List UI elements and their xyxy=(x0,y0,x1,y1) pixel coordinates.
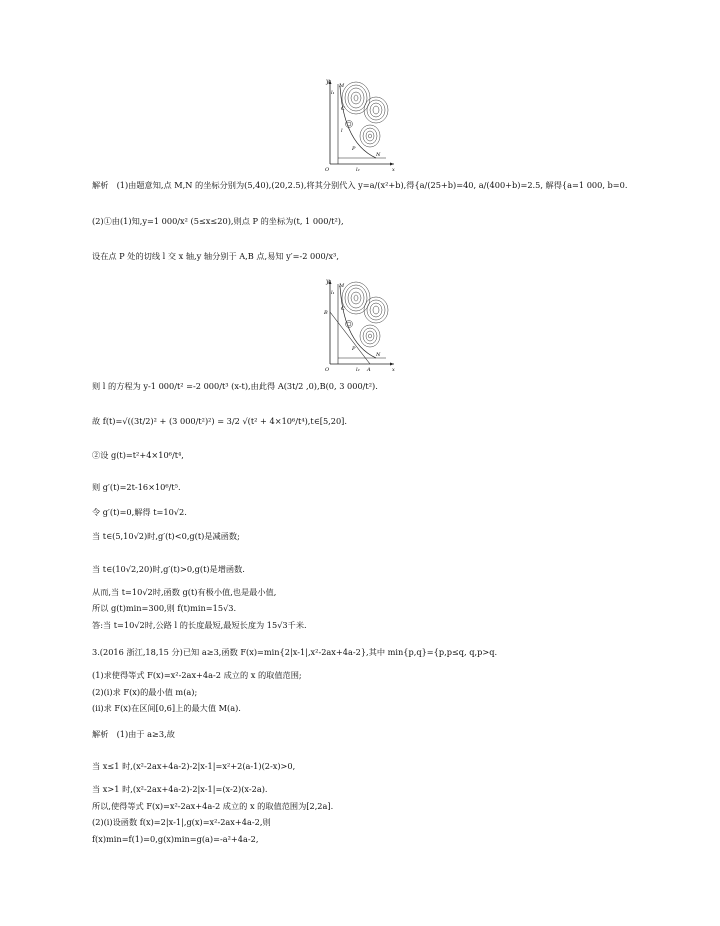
text-line: ②设 g(t)=t²+4×10⁶/t⁴, xyxy=(92,450,184,460)
fig1-label-y: y xyxy=(326,78,330,85)
fig1-label-O: O xyxy=(325,167,330,172)
problem-3-statement: 3.(2016 浙江,18,15 分)已知 a≥3,函数 F(x)=min{2|x-1|,x²-2ax+4a-2},其中 min{p,q}={p,p≤q, q,p>q. xyxy=(92,647,498,657)
solution-3-heading: 解析 (1)由于 a≥3,故 xyxy=(92,729,175,739)
text-line: 所以,使得等式 F(x)=x²-2ax+4a-2 成立的 x 的取值范围为[2,2a]. xyxy=(92,801,334,811)
text-line: f(x)min=f(1)=0,g(x)min=g(a)=-a²+4a-2, xyxy=(92,834,259,844)
fig2-label-x: x xyxy=(392,367,395,372)
fig2-label-O: O xyxy=(325,367,330,372)
text-line: 从而,当 t=10√2时,函数 g(t)有极小值,也是最小值, xyxy=(92,587,277,597)
text-line: 当 x≤1 时,(x²-2ax+4a-2)-2|x-1|=x²+2(a-1)(2-x)>0, xyxy=(92,761,296,771)
figure-1-road-contour-diagram xyxy=(320,76,400,172)
text-line: 令 g′(t)=0,解得 t=10√2. xyxy=(92,507,187,517)
text-line: (2)①由(1)知,y=1 000/x² (5≤x≤20),则点 P 的坐标为(t, 1 000/t²), xyxy=(92,216,344,226)
text-line: 答:当 t=10√2时,公路 l 的长度最短,最短长度为 15√3千米. xyxy=(92,620,307,630)
fig1-label-M: M xyxy=(339,83,345,89)
fig1-label-C: C xyxy=(341,106,345,112)
text-line: 所以 g(t)min=300,则 f(t)min=15√3. xyxy=(92,603,237,613)
fig2-label-l1: l₁ xyxy=(331,290,335,296)
fig1-label-l: l xyxy=(341,128,343,134)
text-line: (1)求使得等式 F(x)=x²-2ax+4a-2 成立的 x 的取值范围; xyxy=(92,670,302,680)
fig1-label-x: x xyxy=(392,167,395,172)
figure-2-tangent-line-diagram xyxy=(320,276,400,372)
fig1-label-P: P xyxy=(352,146,356,152)
text-line: 故 f(t)=√((3t/2)² + (3 000/t²)²) = 3/2 √(t² + 4×10⁶/t⁴),t∈[5,20]. xyxy=(92,416,347,426)
text-line: 当 x>1 时,(x²-2ax+4a-2)-2|x-1|=(x-2)(x-2a). xyxy=(92,784,268,794)
fig2-label-C: C xyxy=(341,306,345,312)
fig2-label-N: N xyxy=(376,352,381,358)
text-line: 当 t∈(10√2,20)时,g′(t)>0,g(t)是增函数. xyxy=(92,564,245,574)
text-line: (2)(i)设函数 f(x)=2|x-1|,g(x)=x²-2ax+4a-2,则 xyxy=(92,817,271,827)
fig2-label-y: y xyxy=(326,278,330,285)
fig1-label-l2: l₂ xyxy=(356,167,360,172)
text-line: 设在点 P 处的切线 l 交 x 轴,y 轴分别于 A,B 点,易知 y′=-2 000/x³, xyxy=(92,251,339,261)
fig1-label-N: N xyxy=(376,152,381,158)
fig1-label-l1: l₁ xyxy=(331,90,335,96)
text-line: (ii)求 F(x)在区间[0,6]上的最大值 M(a). xyxy=(92,703,241,713)
fig2-label-M: M xyxy=(339,283,345,289)
text-line: 则 l 的方程为 y-1 000/t² =-2 000/t³ (x-t),由此得 A(3t/2 ,0),B(0, 3 000/t²). xyxy=(92,381,378,391)
fig2-label-B: B xyxy=(324,310,328,316)
fig2-label-A: A xyxy=(367,367,371,372)
text-line: 则 g′(t)=2t-16×10⁶/t⁵. xyxy=(92,482,181,492)
fig2-label-P: P xyxy=(352,346,356,352)
text-line: 当 t∈(5,10√2)时,g′(t)<0,g(t)是减函数; xyxy=(92,531,240,541)
text-line: (2)(i)求 F(x)的最小值 m(a); xyxy=(92,687,198,697)
solution-1-line: 解析 (1)由题意知,点 M,N 的坐标分别为(5,40),(20,2.5),将其分别代入 y=a/(x²+b),得{a/(25+b)=40, a/(400+b)=2.5, 解得{a=1 000, b=0. xyxy=(92,180,628,190)
fig2-label-l2: l₂ xyxy=(356,367,360,372)
